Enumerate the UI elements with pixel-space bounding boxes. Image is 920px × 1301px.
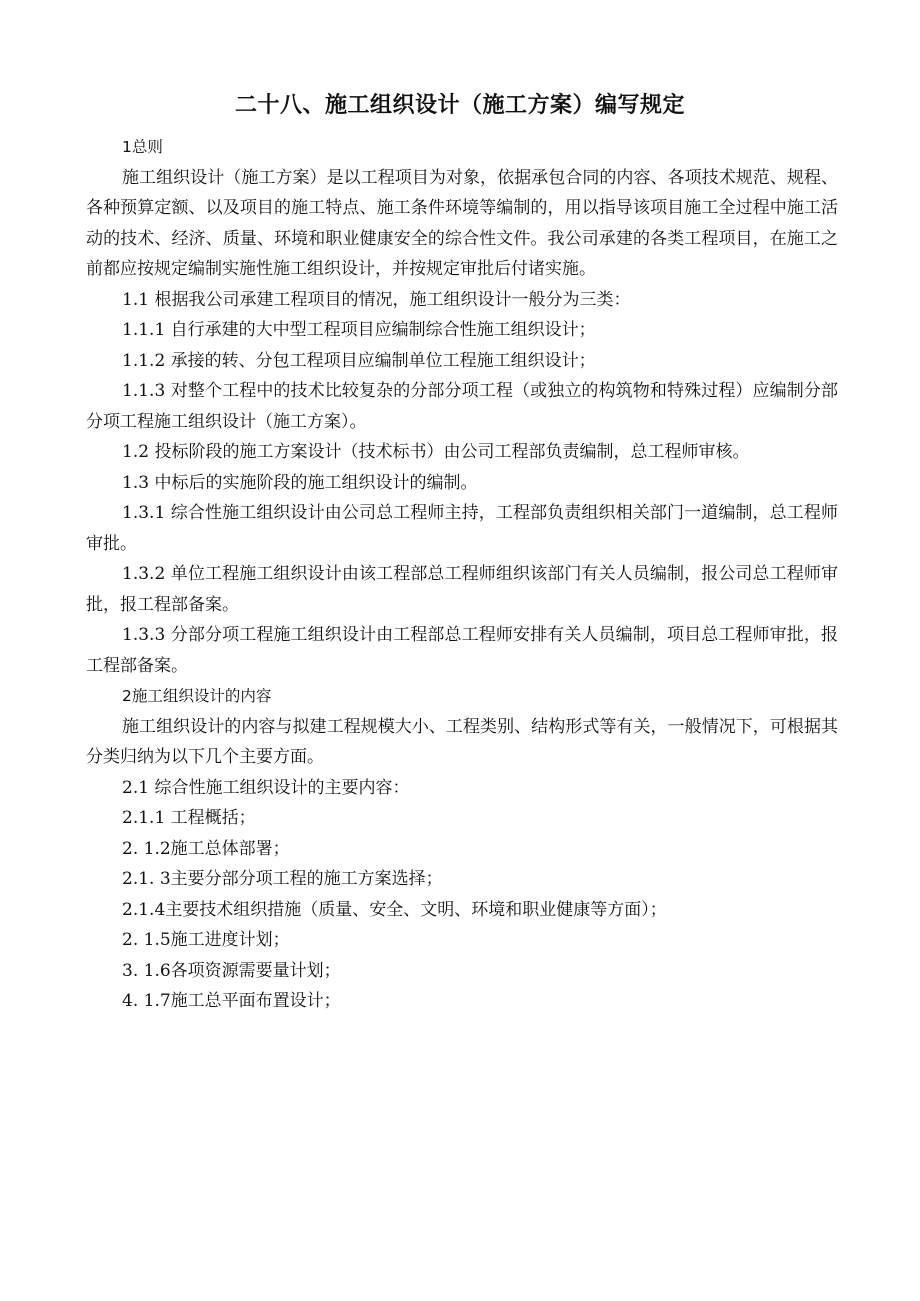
clause-2-1: 2.1 综合性施工组织设计的主要内容： [122,777,410,798]
document-body [86,132,838,1017]
clause-1-3-3: 1.3.3 分部分项工程施工组织设计由工程部总工程师安排有关人员编制，项目总工程师审批，报工程部备案。 [86,625,838,676]
paragraph-content-intro: 施工组织设计的内容与拟建工程规模大小、工程类别、结构形式等有关，一般情况下，可根据其分类归纳为以下几个主要方面。 [86,716,838,767]
section-heading-general: 1总则 [122,138,163,156]
clause-2-1-4: 2.1.4主要技术组织措施（质量、安全、文明、环境和职业健康等方面）； [122,899,667,920]
document-title: 二十八、施工组织设计（施工方案）编写规定 [234,93,685,118]
clause-1-3-2: 1.3.2 单位工程施工组织设计由该工程部总工程师组织该部门有关人员编制，报公司总工程师审批，报工程部备案。 [86,564,838,615]
clause-2-1-5: 2. 1.5施工进度计划； [122,930,290,950]
clause-1-1-1: 1.1.1 自行承建的大中型工程项目应编制综合性施工组织设计； [122,320,596,340]
clause-1-2: 1.2 投标阶段的施工方案设计（技术标书）由公司工程部负责编制，总工程师审核。 [122,442,750,462]
clause-3-1-6: 3. 1.6各项资源需要量计划； [122,960,341,981]
paragraph-intro: 施工组织设计（施工方案）是以工程项目为对象，依据承包合同的内容、各项技术规范、规程、各种预算定额、以及项目的施工特点、施工条件环境等编制的，用以指导该项目施工全过程中施工活动的技术、经济、质量、环境和职业健康安全的综合性文件。我公司承建的各类工程项目，在施工之前都应按规定编制实施性施工组织设计，并按规定审批后付诸实施。 [86,167,838,279]
clause-1-1-3: 1.1.3 对整个工程中的技术比较复杂的分部分项工程（或独立的构筑物和特殊过程）应编制分部分项工程施工组织设计（施工方案）。 [86,381,838,432]
clause-2-1-3: 2.1. 3主要分部分项工程的施工方案选择； [122,869,443,889]
clause-1-1-2: 1.1.2 承接的转、分包工程项目应编制单位工程施工组织设计； [122,350,596,371]
clause-2-1-1: 2.1.1 工程概括； [122,808,256,828]
clause-1-3-1: 1.3.1 综合性施工组织设计由公司总工程师主持，工程部负责组织相关部门一道编制，总工程师审批。 [86,503,838,554]
clause-4-1-7: 4. 1.7施工总平面布置设计； [122,991,341,1011]
clause-1-1: 1.1 根据我公司承建工程项目的情况，施工组织设计一般分为三类： [122,289,631,310]
clause-2-1-2: 2. 1.2施工总体部署； [122,838,290,859]
section-heading-content: 2施工组织设计的内容 [122,687,272,705]
clause-1-3: 1.3 中标后的实施阶段的施工组织设计的编制。 [122,472,478,493]
